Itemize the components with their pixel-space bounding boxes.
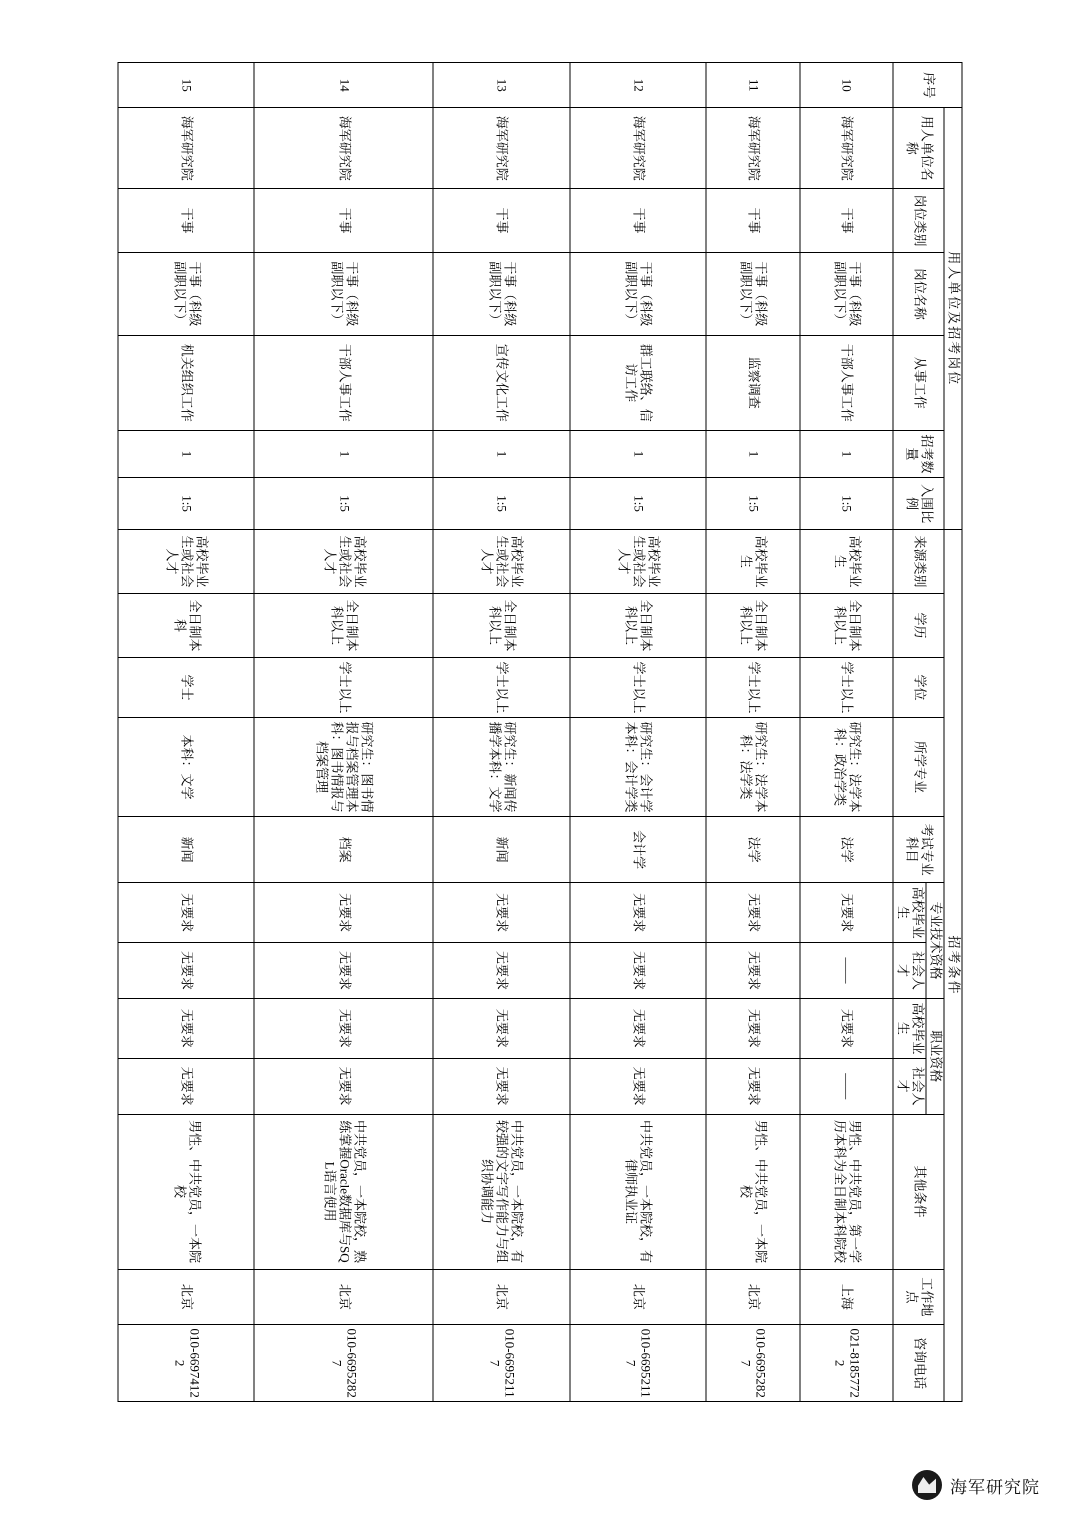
col-header-vocation-qual-soc: 社会人才 bbox=[893, 1059, 926, 1115]
cell-source: 高校毕业生或社会人才 bbox=[118, 530, 254, 594]
col-header-source: 来源类别 bbox=[893, 530, 944, 594]
col-header-post-category: 岗位类别 bbox=[893, 189, 944, 253]
cell-source: 高校毕业生或社会人才 bbox=[254, 530, 433, 594]
cell-education: 全日制本科以上 bbox=[254, 594, 433, 658]
cell-vocation-qual-soc: 无要求 bbox=[706, 1059, 800, 1115]
cell-exam-subject: 法学 bbox=[800, 817, 894, 883]
col-header-tech-qualification: 专业技术资格 bbox=[926, 883, 944, 999]
col-header-major: 所学专业 bbox=[893, 718, 944, 817]
cell-work: 干部人事工作 bbox=[254, 336, 433, 431]
cell-seq: 10 bbox=[800, 63, 894, 108]
cell-vocation-qual-grad: 无要求 bbox=[433, 999, 569, 1059]
cell-place: 北京 bbox=[118, 1270, 254, 1326]
cell-major: 研究生：法学本科：法学类 bbox=[706, 718, 800, 817]
cell-post-category: 干事 bbox=[433, 189, 569, 253]
cell-degree: 学士以上 bbox=[800, 658, 894, 718]
cell-count: 1 bbox=[706, 431, 800, 479]
cell-place: 北京 bbox=[433, 1270, 569, 1326]
cell-post-name: 干事（科级副职以下） bbox=[433, 253, 569, 336]
table-row bbox=[433, 63, 569, 1402]
col-header-vocation-qual-grad: 高校毕业生 bbox=[893, 999, 926, 1059]
cell-education: 全日制本科以上 bbox=[433, 594, 569, 658]
cell-tel: 010-66974122 bbox=[118, 1325, 254, 1402]
cell-tech-qual-soc: 无要求 bbox=[706, 943, 800, 999]
col-header-place: 工作地点 bbox=[893, 1270, 944, 1326]
table-header bbox=[893, 63, 962, 1402]
cell-seq: 15 bbox=[118, 63, 254, 108]
cell-tech-qual-soc: 无要求 bbox=[570, 943, 706, 999]
cell-unit: 海军研究院 bbox=[433, 108, 569, 189]
cell-ratio: 1:5 bbox=[570, 478, 706, 530]
cell-vocation-qual-soc: 无要求 bbox=[118, 1059, 254, 1115]
group-header-row bbox=[944, 63, 962, 1402]
cell-exam-subject: 会计学 bbox=[570, 817, 706, 883]
cell-post-category: 干事 bbox=[570, 189, 706, 253]
cell-tech-qual-grad: 无要求 bbox=[254, 883, 433, 943]
cell-other: 中共党员，一本院校，熟练掌握Oracle数据库与SQL语言使用 bbox=[254, 1115, 433, 1270]
cell-unit: 海军研究院 bbox=[118, 108, 254, 189]
col-header-other: 其他条件 bbox=[893, 1115, 944, 1270]
group-header-employer: 用人单位及招考岗位 bbox=[944, 108, 962, 529]
cell-source: 高校毕业生 bbox=[800, 530, 894, 594]
table-body bbox=[118, 63, 893, 1402]
cell-count: 1 bbox=[570, 431, 706, 479]
cell-degree: 学士以上 bbox=[706, 658, 800, 718]
cell-major: 研究生：法学本科：政治学类 bbox=[800, 718, 894, 817]
cell-tech-qual-grad: 无要求 bbox=[706, 883, 800, 943]
col-header-exam-subject: 考试专业科目 bbox=[893, 817, 944, 883]
cell-vocation-qual-soc: 无要求 bbox=[570, 1059, 706, 1115]
cell-other: 男性、中共党员，第一学历本科为全日制本科院校 bbox=[800, 1115, 894, 1270]
cell-vocation-qual-grad: 无要求 bbox=[800, 999, 894, 1059]
cell-tech-qual-grad: 无要求 bbox=[800, 883, 894, 943]
col-header-tel: 咨询电话 bbox=[893, 1325, 944, 1402]
table-row bbox=[570, 63, 706, 1402]
cell-tel: 010-66952117 bbox=[570, 1325, 706, 1402]
cell-tel: 021-81857722 bbox=[800, 1325, 894, 1402]
table-row bbox=[800, 63, 894, 1402]
cell-degree: 学士以上 bbox=[433, 658, 569, 718]
cell-post-category: 干事 bbox=[800, 189, 894, 253]
cell-post-category: 干事 bbox=[254, 189, 433, 253]
cell-vocation-qual-grad: 无要求 bbox=[570, 999, 706, 1059]
cell-vocation-qual-soc: 无要求 bbox=[254, 1059, 433, 1115]
table-row bbox=[118, 63, 254, 1402]
cell-other: 中共党员，一本院校，有较强的文字写作能力与组织协调能力 bbox=[433, 1115, 569, 1270]
cell-work: 宣传文化工作 bbox=[433, 336, 569, 431]
cell-post-category: 干事 bbox=[706, 189, 800, 253]
cell-seq: 14 bbox=[254, 63, 433, 108]
account-badge bbox=[912, 1470, 1040, 1500]
cell-count: 1 bbox=[254, 431, 433, 479]
cell-tech-qual-soc: —— bbox=[800, 943, 894, 999]
cell-place: 北京 bbox=[254, 1270, 433, 1326]
col-header-count: 招考数量 bbox=[893, 431, 944, 479]
cell-seq: 12 bbox=[570, 63, 706, 108]
table-row bbox=[706, 63, 800, 1402]
cell-count: 1 bbox=[118, 431, 254, 479]
recruitment-table bbox=[118, 62, 963, 1402]
cell-exam-subject: 新闻 bbox=[118, 817, 254, 883]
col-header-seq: 序号 bbox=[893, 63, 962, 108]
cell-unit: 海军研究院 bbox=[254, 108, 433, 189]
cell-work: 群工联络、信访工作 bbox=[570, 336, 706, 431]
cell-vocation-qual-soc: 无要求 bbox=[433, 1059, 569, 1115]
cell-education: 全日制本科以上 bbox=[706, 594, 800, 658]
cell-post-name: 干事（科级副职以下） bbox=[800, 253, 894, 336]
cell-tech-qual-grad: 无要求 bbox=[118, 883, 254, 943]
col-header-vocation-qualification: 职业资格 bbox=[926, 999, 944, 1115]
cell-source: 高校毕业生或社会人才 bbox=[570, 530, 706, 594]
recruitment-table-wrapper bbox=[118, 62, 963, 1402]
cell-place: 上海 bbox=[800, 1270, 894, 1326]
cell-unit: 海军研究院 bbox=[706, 108, 800, 189]
cell-vocation-qual-grad: 无要求 bbox=[254, 999, 433, 1059]
cell-degree: 学士以上 bbox=[570, 658, 706, 718]
cell-tech-qual-soc: 无要求 bbox=[433, 943, 569, 999]
cell-post-name: 干事（科级副职以下） bbox=[118, 253, 254, 336]
cell-tech-qual-soc: 无要求 bbox=[254, 943, 433, 999]
group-header-conditions: 招考条件 bbox=[944, 530, 962, 1402]
cell-count: 1 bbox=[800, 431, 894, 479]
cell-major: 本科：文学 bbox=[118, 718, 254, 817]
cell-major: 研究生：图书情报与档案管理本科：图书情报与档案管理 bbox=[254, 718, 433, 817]
cell-degree: 学士以上 bbox=[254, 658, 433, 718]
cell-place: 北京 bbox=[706, 1270, 800, 1326]
col-header-unit: 用人单位名称 bbox=[893, 108, 944, 189]
col-header-work: 从事工作 bbox=[893, 336, 944, 431]
cell-education: 全日制本科以上 bbox=[800, 594, 894, 658]
cell-work: 干部人事工作 bbox=[800, 336, 894, 431]
cell-other: 男性、中共党员，一本院校 bbox=[118, 1115, 254, 1270]
cell-seq: 11 bbox=[706, 63, 800, 108]
cell-major: 研究生：会计学本科：会计学类 bbox=[570, 718, 706, 817]
cell-tech-qual-soc: 无要求 bbox=[118, 943, 254, 999]
cell-tech-qual-grad: 无要求 bbox=[570, 883, 706, 943]
table-row bbox=[254, 63, 433, 1402]
cell-vocation-qual-grad: 无要求 bbox=[118, 999, 254, 1059]
cell-education: 全日制本科以上 bbox=[570, 594, 706, 658]
col-header-ratio: 入围比例 bbox=[893, 478, 944, 530]
sub-header-row-1 bbox=[926, 63, 944, 1402]
cell-post-category: 干事 bbox=[118, 189, 254, 253]
mountain-logo-icon bbox=[912, 1470, 942, 1500]
cell-exam-subject: 法学 bbox=[706, 817, 800, 883]
cell-unit: 海军研究院 bbox=[800, 108, 894, 189]
cell-ratio: 1:5 bbox=[118, 478, 254, 530]
cell-work: 机关组织工作 bbox=[118, 336, 254, 431]
col-header-post-name: 岗位名称 bbox=[893, 253, 944, 336]
cell-post-name: 干事（科级副职以下） bbox=[254, 253, 433, 336]
cell-tel: 010-66952117 bbox=[433, 1325, 569, 1402]
cell-place: 北京 bbox=[570, 1270, 706, 1326]
cell-count: 1 bbox=[433, 431, 569, 479]
cell-seq: 13 bbox=[433, 63, 569, 108]
cell-source: 高校毕业生 bbox=[706, 530, 800, 594]
cell-tel: 010-66952827 bbox=[706, 1325, 800, 1402]
col-header-degree: 学位 bbox=[893, 658, 944, 718]
cell-other: 中共党员，一本院校，有律师执业证 bbox=[570, 1115, 706, 1270]
cell-vocation-qual-grad: 无要求 bbox=[706, 999, 800, 1059]
col-header-education: 学历 bbox=[893, 594, 944, 658]
cell-degree: 学士 bbox=[118, 658, 254, 718]
cell-post-name: 干事（科级副职以下） bbox=[570, 253, 706, 336]
cell-education: 全日制本科 bbox=[118, 594, 254, 658]
cell-source: 高校毕业生或社会人才 bbox=[433, 530, 569, 594]
cell-work: 监察调查 bbox=[706, 336, 800, 431]
cell-exam-subject: 新闻 bbox=[433, 817, 569, 883]
cell-post-name: 干事（科级副职以下） bbox=[706, 253, 800, 336]
cell-tech-qual-grad: 无要求 bbox=[433, 883, 569, 943]
cell-ratio: 1:5 bbox=[706, 478, 800, 530]
cell-unit: 海军研究院 bbox=[570, 108, 706, 189]
cell-major: 研究生：新闻传播学本科：文学 bbox=[433, 718, 569, 817]
cell-ratio: 1:5 bbox=[433, 478, 569, 530]
cell-exam-subject: 档案 bbox=[254, 817, 433, 883]
cell-other: 男性、中共党员，一本院校 bbox=[706, 1115, 800, 1270]
col-header-tech-qual-grad: 高校毕业生 bbox=[893, 883, 926, 943]
cell-ratio: 1:5 bbox=[254, 478, 433, 530]
cell-tel: 010-66952827 bbox=[254, 1325, 433, 1402]
col-header-tech-qual-soc: 社会人才 bbox=[893, 943, 926, 999]
cell-ratio: 1:5 bbox=[800, 478, 894, 530]
account-name: 海军研究院 bbox=[950, 1477, 1040, 1497]
cell-vocation-qual-soc: —— bbox=[800, 1059, 894, 1115]
